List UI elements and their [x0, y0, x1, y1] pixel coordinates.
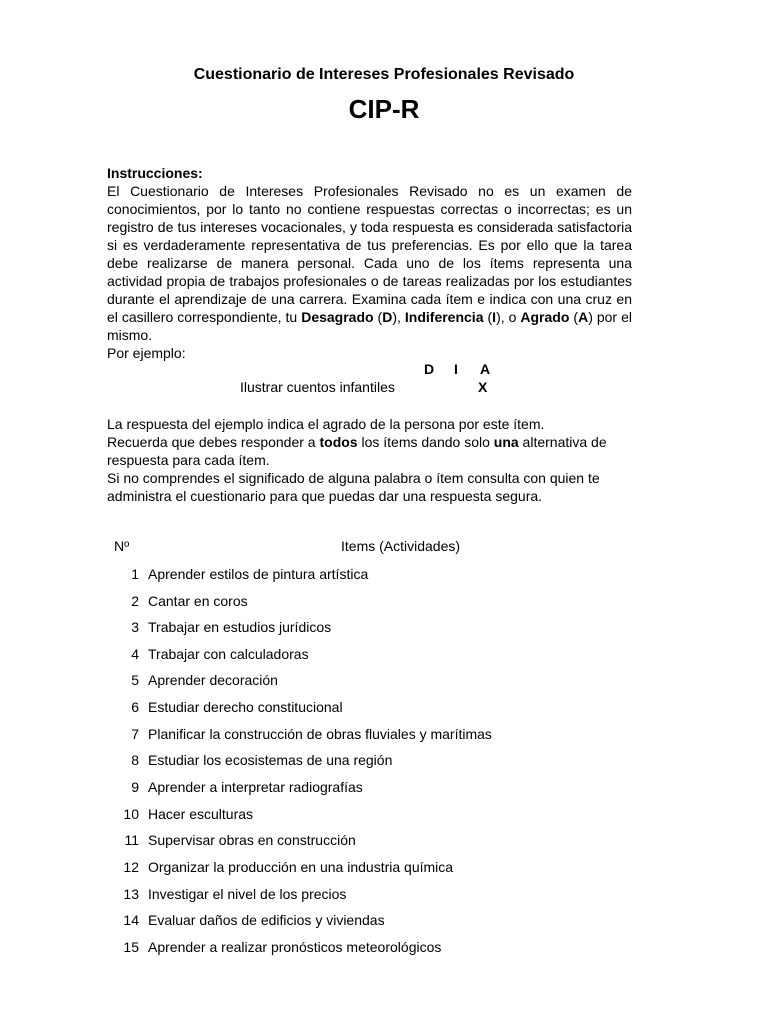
item-text: Aprender estilos de pintura artística — [148, 566, 369, 582]
item-number: 9 — [131, 779, 139, 795]
item-text: Planificar la construcción de obras fluviales y marítimas — [148, 726, 492, 742]
item-text: Supervisar obras en construcción — [148, 832, 356, 848]
table-row — [107, 885, 607, 905]
table-row — [107, 618, 607, 638]
table-row — [107, 592, 607, 612]
instructions-text: El Cuestionario de Intereses Profesionales Revisado no es un examen de conocimientos, por lo tanto no contiene respuestas correctas o incorrectas; es un registro de tus intereses vocacionales, y toda respuesta es considerada satisfactoria si es verdaderamente representativa de tus preferencias. Es por ello que la tarea debe realizarse de manera personal. Cada uno de los ítems representa una actividad propia de trabajos profesionales o de tareas realizadas por los estudiantes durante el aprendizaje de una carrera. Examina cada ítem e indica con una cruz en el casillero correspondiente, tu — [107, 183, 632, 325]
item-text: Aprender a realizar pronósticos meteorológicos — [148, 939, 442, 955]
item-number: 1 — [131, 566, 139, 582]
after-line-2-b: los ítems dando solo — [357, 434, 494, 450]
item-number: 11 — [124, 832, 139, 848]
item-number: 14 — [123, 912, 139, 928]
instructions-paragraph: El Cuestionario de Intereses Profesionales Revisado no es un examen de conocimientos, por lo tanto no contiene respuestas correctas o incorrectas; es un registro de tus intereses vocacionales, y toda respuesta es considerada satisfactoria si es verdaderamente representativa de tus preferencias. Es por ello que la tarea debe realizarse de manera personal. Cada uno de los ítems representa una actividad propia de trabajos profesionales o de tareas realizadas por los estudiantes durante el aprendizaje de una carrera. Examina cada ítem e indica con una cruz en el casillero correspondiente, tu Desagrado (D), Indiferencia (I), o Agrado (A) por el mismo. — [107, 183, 632, 343]
example-item: Ilustrar cuentos infantiles — [240, 379, 395, 395]
item-text: Aprender decoración — [148, 672, 278, 688]
item-number: 6 — [131, 699, 139, 715]
table-row — [107, 751, 607, 771]
item-text: Aprender a interpretar radiografías — [148, 779, 363, 795]
desagrado-code: D — [382, 309, 393, 325]
table-header-items: Items (Actividades) — [341, 538, 461, 554]
item-number: 2 — [131, 593, 139, 609]
item-number: 3 — [131, 619, 139, 635]
desagrado-label: Desagrado — [301, 309, 374, 325]
after-line-2-a: Recuerda que debes responder a — [107, 434, 320, 450]
example-mark: X — [478, 379, 488, 395]
table-row — [107, 911, 607, 931]
item-number: 5 — [131, 672, 139, 688]
after-line-1: La respuesta del ejemplo indica el agrado de la persona por este ítem. — [107, 416, 545, 432]
after-line-2-c: alternativa de respuesta para cada ítem. — [107, 434, 607, 468]
document-title: Cuestionario de Intereses Profesionales Revisado — [193, 66, 575, 83]
item-text: Hacer esculturas — [148, 806, 254, 822]
agrado-label: Agrado — [520, 309, 570, 325]
instructions-heading: Instrucciones: — [107, 165, 203, 181]
after-example-text — [107, 415, 632, 505]
item-text: Evaluar daños de edificios y viviendas — [148, 912, 385, 928]
item-text: Organizar la producción en una industria química — [148, 859, 454, 875]
item-text: Estudiar derecho constitucional — [148, 699, 343, 715]
after-line-3: Si no comprendes el significado de alguna palabra o ítem consulta con quien te administra el cuestionario para que puedas dar una respuesta segura. — [107, 470, 600, 504]
table-row — [107, 645, 607, 665]
instructions-end: por el mismo. — [107, 309, 632, 343]
item-number: 8 — [131, 752, 139, 768]
indiferencia-label: Indiferencia — [404, 309, 484, 325]
example-col-a: A — [480, 361, 491, 377]
item-number: 10 — [123, 806, 139, 822]
table-row — [107, 831, 607, 851]
item-text: Trabajar en estudios jurídicos — [148, 619, 332, 635]
table-row — [107, 565, 607, 585]
table-row — [107, 671, 607, 691]
item-number: 12 — [123, 859, 139, 875]
document-subtitle: CIP-R — [348, 94, 420, 124]
item-number: 13 — [123, 886, 139, 902]
item-number: 4 — [131, 646, 139, 662]
table-row — [107, 698, 607, 718]
item-text: Estudiar los ecosistemas de una región — [148, 752, 393, 768]
table-row — [107, 938, 607, 958]
item-text: Cantar en coros — [148, 593, 248, 609]
agrado-code: A — [578, 309, 589, 325]
table-header-number: Nº — [114, 538, 130, 554]
table-row — [107, 725, 607, 745]
todos-label: todos — [319, 434, 358, 450]
item-text: Investigar el nivel de los precios — [148, 886, 347, 902]
after-line-2 — [107, 433, 632, 469]
example-col-i: I — [454, 361, 458, 377]
item-number: 15 — [123, 939, 139, 955]
table-row — [107, 778, 607, 798]
item-text: Trabajar con calculadoras — [148, 646, 309, 662]
table-row — [107, 805, 607, 825]
example-col-d: D — [424, 361, 435, 377]
example-label: Por ejemplo: — [107, 345, 186, 361]
indiferencia-code: I — [492, 309, 497, 325]
table-row — [107, 858, 607, 878]
una-label: una — [493, 434, 519, 450]
item-number: 7 — [131, 726, 139, 742]
